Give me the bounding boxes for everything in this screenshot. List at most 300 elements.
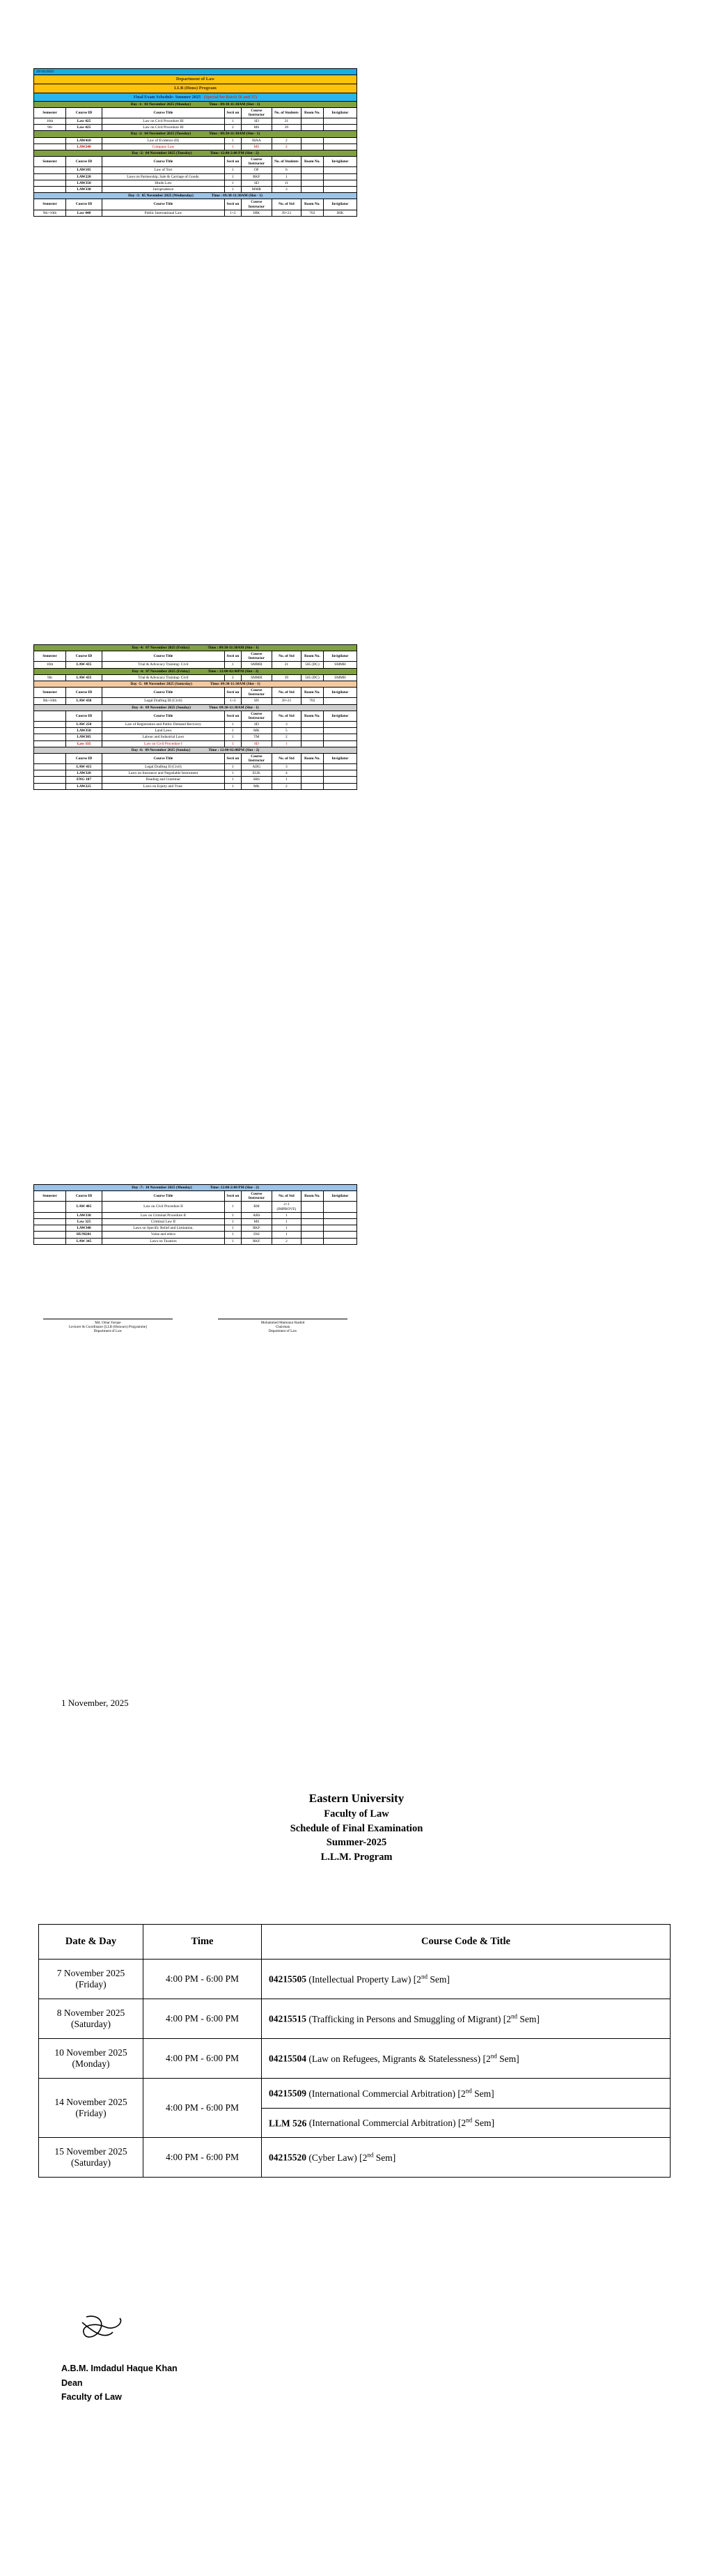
column-header-5: No. of Std — [272, 651, 301, 662]
day-banner-row — [34, 668, 357, 674]
cell-course — [262, 2138, 671, 2178]
course-code: 04215509 — [269, 2088, 306, 2099]
course-code: 04215504 — [269, 2053, 306, 2064]
column-header-date: Date & Day — [39, 1925, 143, 1960]
day-time: Time : 09:30-11:30AM (Slot - 1) — [209, 132, 260, 137]
cell-1: LAW 345 — [66, 1238, 102, 1244]
course-code: 04215520 — [269, 2152, 306, 2163]
column-header-2: Course Title — [102, 107, 225, 118]
day-label: Day -5: — [130, 681, 143, 686]
column-header-3: Secti on — [224, 157, 241, 167]
day-banner-row — [34, 681, 357, 687]
column-header-4: Course Instructor — [241, 651, 272, 662]
cell-6 — [301, 118, 323, 125]
llm-table-body — [39, 1960, 671, 2178]
cell-6 — [301, 734, 323, 740]
chairman-signature — [208, 1319, 357, 1333]
day-label: Day -7: — [132, 1186, 144, 1190]
cell-7 — [323, 1225, 356, 1232]
cell-4: SD — [241, 740, 272, 747]
cell-1: LAW340 — [66, 1225, 102, 1232]
cell-4: RKF — [241, 1225, 272, 1232]
cell-1: Law 440 — [66, 210, 102, 216]
cell-6: 505 (DC) — [301, 674, 323, 681]
cell-5: 1 — [272, 1218, 301, 1225]
llm-heading — [0, 1790, 713, 1864]
table-row — [34, 187, 357, 193]
llb-schedule-page-1 — [33, 68, 357, 217]
cell-4: MK — [241, 783, 272, 789]
course-title: (Cyber Law) [2nd Sem] — [308, 2151, 396, 2163]
cell-3: 1 — [224, 764, 241, 770]
cell-course — [262, 2108, 671, 2138]
cell-date: 8 November 2025 (Saturday) — [39, 1999, 143, 2039]
column-header-1: Course ID — [66, 1191, 102, 1202]
cell-2: Law of Tort — [102, 167, 225, 173]
cell-4: IHK — [241, 210, 272, 216]
cell-6 — [301, 1232, 323, 1238]
column-header-2: Course Title — [102, 651, 225, 662]
column-header-0: Semester — [34, 107, 66, 118]
column-header-row — [34, 651, 357, 662]
table-row — [34, 173, 357, 180]
day-banner — [34, 704, 357, 711]
cell-7 — [323, 167, 356, 173]
cell-1: LAW305 — [66, 734, 102, 740]
cell-7 — [323, 777, 356, 783]
column-header-7: Invigilator — [323, 651, 356, 662]
cell-6 — [301, 137, 323, 143]
cell-1: LAW225 — [66, 783, 102, 789]
cell-6 — [301, 740, 323, 747]
cell-5: 39+21 — [272, 210, 301, 216]
column-header-7: Invigilator — [323, 688, 356, 698]
table-row — [39, 2138, 671, 2178]
cell-7 — [323, 173, 356, 180]
cell-6 — [301, 173, 323, 180]
cell-1: LAW105 — [66, 167, 102, 173]
cell-2: Legal Drafting II (Civil) — [102, 764, 225, 770]
day-label: Day -4: — [132, 669, 144, 674]
day-label: Day -3: — [128, 194, 141, 199]
cell-1: LAW320 — [66, 770, 102, 777]
column-header-6: Room No. — [301, 107, 323, 118]
chairman-line-0: Mohammed Mamunur Rashid — [260, 1321, 305, 1325]
cell-3: 1 — [224, 118, 241, 125]
day-banner — [34, 150, 357, 157]
cell-2: Legal Drafting III (Civil) — [102, 698, 225, 704]
column-header-4: Course Instructor — [241, 1191, 272, 1202]
cell-5: 2 — [272, 137, 301, 143]
cell-4: MAA — [241, 137, 272, 143]
table-row — [34, 734, 357, 740]
exam-title-row — [34, 93, 357, 101]
cell-3: 1 — [224, 1225, 241, 1232]
cell-4: SMMH — [241, 662, 272, 668]
column-header-6: Room No. — [301, 688, 323, 698]
cell-2: Law on Civil Procedure II — [102, 1202, 225, 1212]
cell-3: 1 — [224, 137, 241, 143]
cell-0 — [34, 1212, 66, 1218]
cell-6: 505 (DC) — [301, 662, 323, 668]
cell-5: 39 — [272, 125, 301, 131]
cell-4: RM — [241, 1202, 272, 1212]
column-header-0: Semester — [34, 157, 66, 167]
coordinator-line-2: Department of Law — [93, 1329, 123, 1333]
column-header-3: Course Instructor — [241, 753, 272, 763]
cell-0 — [34, 1238, 66, 1244]
cell-5: 1 — [272, 777, 301, 783]
column-header-0: Course ID — [66, 711, 102, 721]
table-row — [39, 2079, 671, 2109]
cell-7 — [323, 770, 356, 777]
column-header-7: Invigilator — [323, 199, 356, 210]
cell-4: MMR — [241, 187, 272, 193]
cell-course — [262, 2079, 671, 2109]
cell-3: 1 — [224, 1218, 241, 1225]
cell-7 — [323, 734, 356, 740]
cell-6 — [301, 1212, 323, 1218]
cell-0 — [34, 143, 66, 150]
table-row — [34, 118, 357, 125]
cell-7 — [323, 180, 356, 186]
cell-5: 2 — [272, 734, 301, 740]
table-row — [34, 1225, 357, 1232]
column-header-5: Room No. — [301, 711, 323, 721]
cell-7 — [323, 143, 356, 150]
column-header-6: Invigilator — [323, 753, 356, 763]
day-date: 10 November 2025 (Monday) — [145, 1186, 192, 1190]
table-row — [34, 728, 357, 734]
cell-4: MS — [241, 143, 272, 150]
day-label: Day -4: — [132, 646, 144, 650]
cell-1: LAW220 — [66, 173, 102, 180]
exam-title-special: (Special for Batch 56 and 57) — [203, 94, 258, 100]
day-date: 07 November 2025 (Friday) — [146, 669, 190, 674]
table-row — [34, 1218, 357, 1225]
column-header-0: Semester — [34, 199, 66, 210]
column-header-5: No. of Students — [272, 107, 301, 118]
cell-3: 2 — [224, 125, 241, 131]
cell-3: 1 — [224, 770, 241, 777]
cell-0 — [34, 777, 66, 783]
cell-0 — [34, 783, 66, 789]
cell-7 — [323, 728, 356, 734]
column-header-5: No. of Std — [272, 1191, 301, 1202]
cell-0 — [34, 734, 66, 740]
cell-5: 3 — [272, 187, 301, 193]
cell-3: 1 — [224, 167, 241, 173]
chairman-line-1: Chairman — [275, 1325, 290, 1329]
cell-course — [262, 1960, 671, 1999]
day-time: Time : 12:00-02:00PM (Slot - 2) — [208, 747, 260, 752]
cell-2: Law of Registration and Public Demand Recovery — [102, 721, 225, 727]
cell-7 — [323, 721, 356, 727]
dean-designation: Dean — [61, 2377, 83, 2388]
day-banner-row — [34, 704, 357, 711]
cell-7: SMMH — [323, 674, 356, 681]
table-row — [34, 698, 357, 704]
cell-2: Land Laws — [102, 728, 225, 734]
cell-2: Value and ethics — [102, 1232, 225, 1238]
cell-0 — [34, 764, 66, 770]
table-row — [34, 125, 357, 131]
cell-4: TM — [241, 734, 272, 740]
day-banner — [34, 645, 357, 651]
cell-6 — [301, 770, 323, 777]
day-time: Time : 12:00-02:00PM (Slot - 2) — [207, 669, 259, 674]
cell-3: 1 — [224, 173, 241, 180]
cell-0 — [34, 187, 66, 193]
course-title: (International Commercial Arbitration) [2nd Sem] — [308, 2087, 494, 2099]
table-row — [39, 2039, 671, 2079]
cell-5: 1 — [272, 740, 301, 747]
cell-4: EUK — [241, 770, 272, 777]
day-time: Time: 09:30-11:30AM (Slot - 1) — [210, 681, 260, 686]
cell-7: SMMH — [323, 662, 356, 668]
cell-6 — [301, 143, 323, 150]
column-header-5: No. of Std — [272, 199, 301, 210]
column-header-2: Course Title — [102, 1191, 225, 1202]
cell-5: 2 — [272, 783, 301, 789]
llm-table-header-row — [39, 1925, 671, 1960]
column-header-5: Room No. — [301, 753, 323, 763]
cell-3: 1 — [224, 180, 241, 186]
llm-exam-table — [38, 1924, 671, 2178]
coordinator-signature — [33, 1319, 182, 1333]
table-row — [34, 1212, 357, 1218]
cell-2: Criminal Law II — [102, 1218, 225, 1225]
cell-5: 3 — [272, 721, 301, 727]
column-header-3: Secti on — [224, 688, 241, 698]
cell-4: RKF — [241, 173, 272, 180]
column-header-1: Course ID — [66, 651, 102, 662]
cell-7: IHK — [323, 210, 356, 216]
cell-5: 21 — [272, 118, 301, 125]
column-header-5: No. of Std — [272, 688, 301, 698]
cell-5: 4 — [272, 770, 301, 777]
day-date: 04 November 2025 (Tuesday) — [144, 132, 191, 137]
cell-1: LAW 405 — [66, 1202, 102, 1212]
table-row — [34, 740, 357, 747]
dean-faculty: Faculty of Law — [61, 2392, 122, 2403]
column-header-4: Course Instructor — [241, 157, 272, 167]
column-header-2: Secti on — [224, 711, 241, 721]
cell-2: Public International Law — [102, 210, 225, 216]
cell-2: Laws on Taxation — [102, 1238, 225, 1244]
cell-5: 39 — [272, 674, 301, 681]
day-time: Time : 09:30-11:30AM (Slot - 1) — [207, 646, 259, 650]
cell-date: 7 November 2025 (Friday) — [39, 1960, 143, 1999]
table-row — [34, 143, 357, 150]
cell-2: Law of Evidence (II) — [102, 137, 225, 143]
print-date: 29/10/2025 — [34, 69, 357, 75]
cell-date: 14 November 2025 (Friday) — [39, 2079, 143, 2138]
day-date: 05 November 2025 (Wednesday) — [141, 194, 194, 199]
cell-1: HUM201 — [66, 1232, 102, 1238]
cell-2: Law on Civil Procedure III — [102, 125, 225, 131]
cell-6 — [301, 783, 323, 789]
cell-6 — [301, 125, 323, 131]
table-row — [34, 1202, 357, 1212]
cell-0 — [34, 167, 66, 173]
cell-7 — [323, 764, 356, 770]
column-header-3: Secti on — [224, 1191, 241, 1202]
cell-1: Law 425 — [66, 125, 102, 131]
cell-time: 4:00 PM - 6:00 PM — [143, 2079, 262, 2138]
cell-6: 702 — [301, 698, 323, 704]
cell-1: LAW 250 — [66, 721, 102, 727]
cell-3: 1 — [224, 1212, 241, 1218]
cell-4: SD — [241, 180, 272, 186]
cell-3: 1+2 — [224, 210, 241, 216]
cell-0: 9th+10th — [34, 698, 66, 704]
column-header-spacer — [34, 711, 66, 721]
column-header-0: Semester — [34, 651, 66, 662]
cell-0 — [34, 1202, 66, 1212]
program-name: LLB (Hons) Program — [34, 84, 357, 93]
column-header-7: Invigilator — [323, 157, 356, 167]
cell-7 — [323, 1212, 356, 1218]
day-banner-row — [34, 747, 357, 753]
cell-date: 15 November 2025 (Saturday) — [39, 2138, 143, 2178]
cell-7 — [323, 1232, 356, 1238]
table-row — [34, 783, 357, 789]
org-row — [34, 75, 357, 84]
day-banner-row — [34, 1185, 357, 1191]
faculty-name: Faculty of Law — [324, 1808, 389, 1820]
cell-0 — [34, 180, 66, 186]
column-header-4: No. of Std — [272, 753, 301, 763]
cell-5: 2 — [272, 143, 301, 150]
cell-0 — [34, 173, 66, 180]
cell-3: 1 — [224, 1232, 241, 1238]
cell-2: Laws on Specific Relief and Limitation. — [102, 1225, 225, 1232]
cell-5: 3 — [272, 764, 301, 770]
cell-6 — [301, 777, 323, 783]
cell-2: Laws on Insurance and Negotiable Instrument — [102, 770, 225, 777]
cell-5: 1 — [272, 1212, 301, 1218]
cell-4: RKF — [241, 1238, 272, 1244]
cell-4: SD — [241, 118, 272, 125]
day-label: Day -2: — [132, 151, 144, 156]
day-banner — [34, 681, 357, 687]
day-banner-row — [34, 193, 357, 199]
day-banner-row — [34, 645, 357, 651]
column-header-1: Course Title — [102, 753, 225, 763]
column-header-6: Room No. — [301, 157, 323, 167]
column-header-4: Course Instructor — [241, 688, 272, 698]
cell-4: MS — [241, 125, 272, 131]
day-time: Time : 09:30-11:30AM (Slot - 1) — [209, 102, 260, 107]
cell-1: Law 325 — [66, 1218, 102, 1225]
signature-icon — [77, 2313, 160, 2354]
column-header-5: No. of Students — [272, 157, 301, 167]
cell-0 — [34, 740, 66, 747]
cell-3: 1 — [224, 1238, 241, 1244]
cell-5: 2+1 (IMPROVE) — [272, 1202, 301, 1212]
column-header-4: Course Instructor — [241, 199, 272, 210]
table-row — [34, 770, 357, 777]
cell-2: Laws on Partnership, Sale & Carriage of Goods. — [102, 173, 225, 180]
cell-7 — [323, 740, 356, 747]
column-header-3: Secti on — [224, 199, 241, 210]
cell-4: SRS — [241, 777, 272, 783]
column-header-2: Course Title — [102, 199, 225, 210]
day-banner — [34, 193, 357, 199]
cell-time: 4:00 PM - 6:00 PM — [143, 2138, 262, 2178]
course-title: (Intellectual Property Law) [2nd Sem] — [308, 1973, 450, 1985]
day-banner-row — [34, 131, 357, 137]
column-header-7: Invigilator — [323, 1191, 356, 1202]
cell-3: 1 — [224, 721, 241, 727]
cell-2: Trial & Advocacy Training- Civil — [102, 674, 225, 681]
cell-4: ARS — [241, 1212, 272, 1218]
column-header-3: Secti on — [224, 651, 241, 662]
column-header-0: Course ID — [66, 753, 102, 763]
day-banner — [34, 1185, 357, 1191]
column-header-time: Time — [143, 1925, 262, 1960]
cell-3: 1 — [224, 1202, 241, 1212]
cell-0 — [34, 728, 66, 734]
dean-signature-block — [61, 2313, 178, 2405]
column-header-row — [34, 711, 357, 721]
course-title: (Law on Refugees, Migrants & Statelessness) [2nd Sem] — [308, 2052, 519, 2064]
day-label: Day -1: — [130, 102, 143, 107]
chairman-line-2: Department of Law — [268, 1329, 297, 1333]
cell-0: 10th — [34, 662, 66, 668]
cell-6 — [301, 1225, 323, 1232]
table-row — [34, 662, 357, 668]
course-code: 04215515 — [269, 2013, 306, 2024]
cell-4: ADG — [241, 764, 272, 770]
university-name: Eastern University — [308, 1792, 405, 1805]
day-date: 03 November 2025 (Monday) — [144, 102, 191, 107]
cell-5: 1 — [272, 173, 301, 180]
cell-0 — [34, 770, 66, 777]
column-header-row — [34, 107, 357, 118]
column-header-1: Course ID — [66, 688, 102, 698]
llm-date-line: 1 November, 2025 — [61, 1698, 129, 1708]
cell-course — [262, 1999, 671, 2039]
table-row — [34, 674, 357, 681]
cell-3: 1 — [224, 662, 241, 668]
column-header-4: Course Instructor — [241, 107, 272, 118]
cell-5: 21 — [272, 662, 301, 668]
cell-5: 1 — [272, 1232, 301, 1238]
cell-3: 1 — [224, 728, 241, 734]
cell-6 — [301, 187, 323, 193]
cell-1: LAW350 — [66, 728, 102, 734]
cell-1: LAW350 — [66, 180, 102, 186]
cell-6 — [301, 1218, 323, 1225]
program-row — [34, 84, 357, 93]
coordinator-line-0: Md. Omar Farque — [95, 1321, 121, 1325]
column-header-row — [34, 688, 357, 698]
cell-6: 702 — [301, 210, 323, 216]
cell-time: 4:00 PM - 6:00 PM — [143, 1960, 262, 1999]
cell-1: LAW 435 — [66, 674, 102, 681]
column-header-1: Course ID — [66, 199, 102, 210]
cell-6 — [301, 764, 323, 770]
cell-0 — [34, 1218, 66, 1225]
print-date-row — [34, 69, 357, 75]
table-row — [34, 721, 357, 727]
term-label: Summer-2025 — [326, 1837, 387, 1849]
column-header-4: No. of Std — [272, 711, 301, 721]
cell-2: Hindu Law — [102, 180, 225, 186]
cell-0 — [34, 1225, 66, 1232]
